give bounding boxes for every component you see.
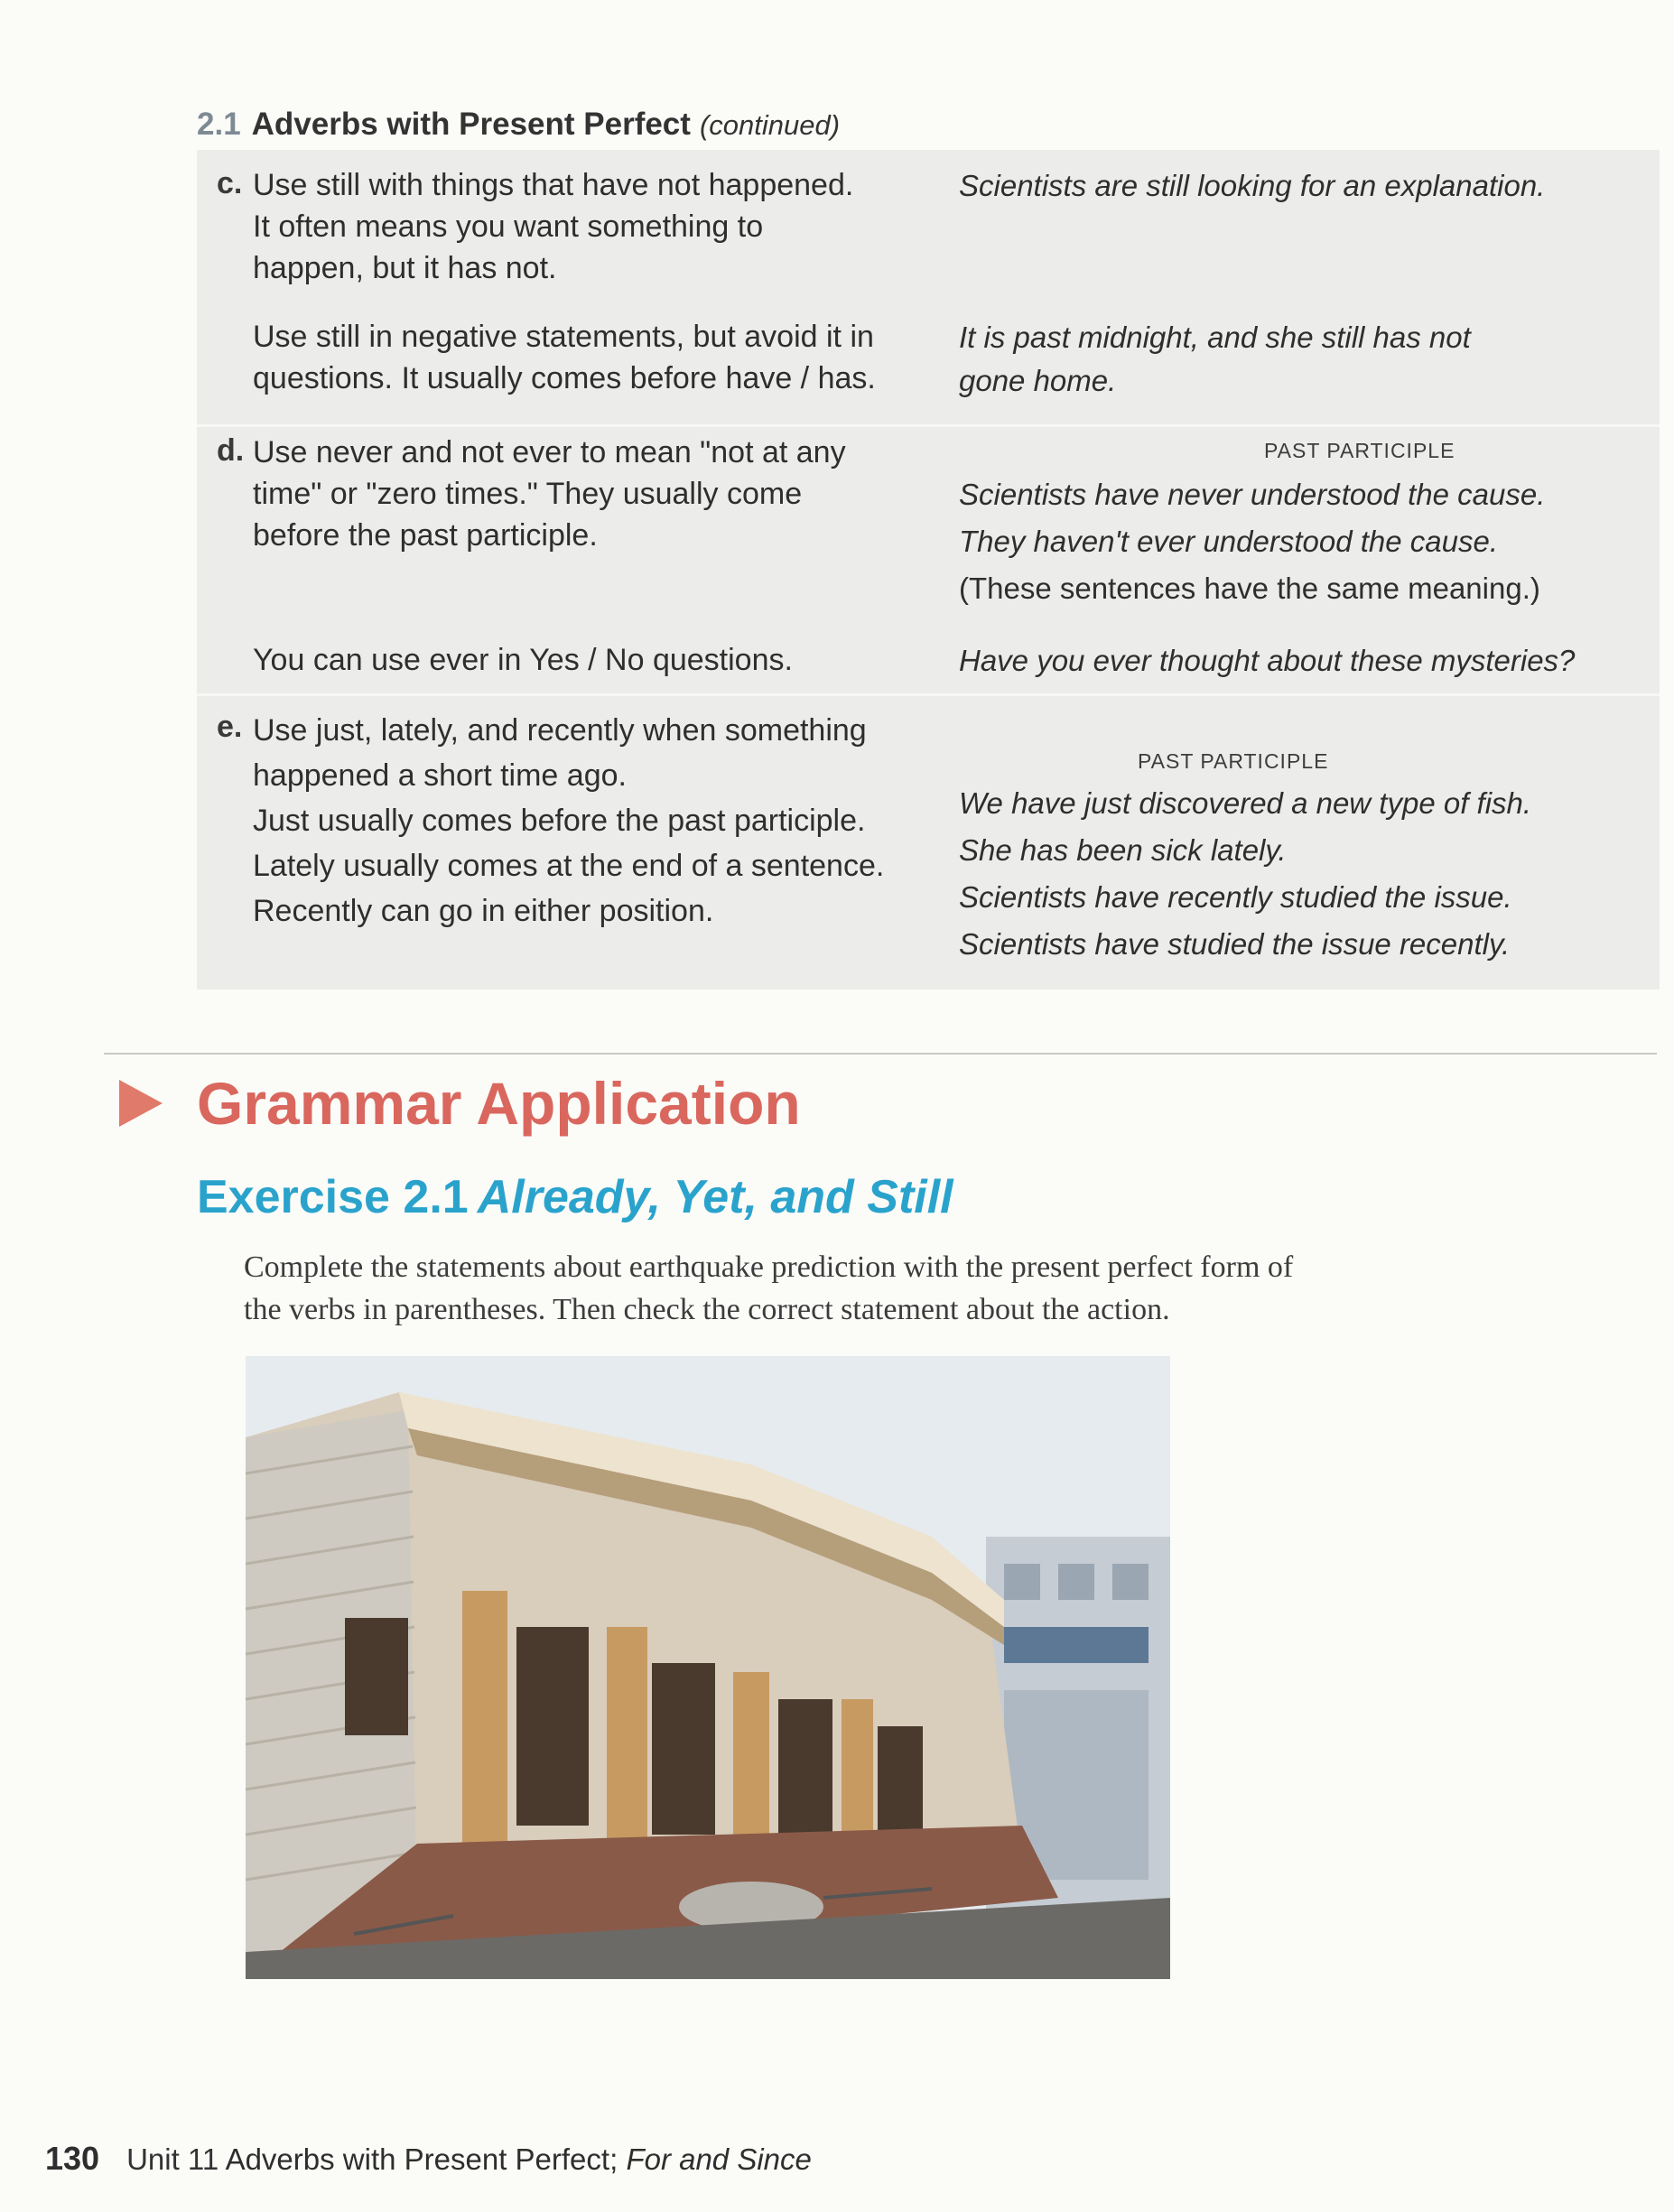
exercise-instructions — [244, 1246, 1562, 1331]
footer-title-italic: For and Since — [626, 2142, 812, 2176]
explanation-line: Recently can go in either position. — [253, 894, 714, 928]
instruction-line: the verbs in parentheses. Then check the correct statement about the action. — [244, 1293, 1170, 1326]
section-heading — [197, 107, 840, 143]
section-divider — [104, 1053, 1657, 1055]
explanation-line: happen, but it has not. — [253, 251, 557, 285]
example-line: Scientists have never understood the cause. — [959, 478, 1546, 511]
unit-label: Unit 11 — [126, 2142, 219, 2176]
past-participle-label-d: PAST PARTICIPLE — [1264, 439, 1455, 462]
instruction-line: Complete the statements about earthquake prediction with the present perfect form of — [244, 1250, 1294, 1284]
row-label-c: c. — [217, 166, 243, 200]
explanation-line: before the past participle. — [253, 518, 598, 553]
example-line: gone home. — [959, 364, 1117, 397]
example-line: We have just discovered a new type of fish. — [959, 786, 1532, 820]
example-line: She has been sick lately. — [959, 833, 1287, 867]
example-line: Scientists have recently studied the issue. — [959, 880, 1512, 914]
exercise-title — [197, 1170, 953, 1224]
row-separator — [197, 424, 1660, 427]
explanation-line: You can use ever in Yes / No questions. — [253, 643, 793, 677]
example-line: They haven't ever understood the cause. — [959, 525, 1499, 558]
page-number: 130 — [45, 2140, 100, 2177]
explanation-line: Just usually comes before the past participle. — [253, 804, 866, 838]
example-c2 — [959, 316, 1654, 403]
page-footer — [45, 2140, 812, 2178]
grammar-chart — [197, 150, 1660, 990]
example-e — [959, 780, 1654, 968]
row-label-d: d. — [217, 433, 245, 468]
example-note: (These sentences have the same meaning.) — [959, 572, 1540, 605]
footer-title: Adverbs with Present Perfect; — [225, 2142, 618, 2176]
grammar-application-heading: Grammar Application — [197, 1070, 801, 1137]
explanation-line: Use never and not ever to mean "not at any — [253, 435, 846, 469]
example-d — [959, 471, 1654, 612]
example-line: Scientists are still looking for an explanation. — [959, 169, 1546, 202]
explanation-line: Use still with things that have not happened. — [253, 168, 854, 202]
explanation-line: questions. It usually comes before have / has. — [253, 361, 876, 395]
example-line: It is past midnight, and she still has not — [959, 321, 1471, 354]
exercise-subtitle: Already, Yet, and Still — [477, 1171, 953, 1223]
section-number: 2.1 — [197, 107, 241, 142]
explanation-line: Use just, lately, and recently when something — [253, 713, 867, 748]
example-d2 — [959, 639, 1654, 683]
collapsed-building-image — [246, 1356, 1170, 1979]
row-label-e: e. — [217, 710, 243, 744]
explanation-line: Lately usually comes at the end of a sentence. — [253, 849, 885, 883]
earthquake-photo — [246, 1356, 1170, 1979]
example-c — [959, 164, 1654, 208]
example-line: Scientists have studied the issue recently. — [959, 927, 1511, 961]
explanation-line: Use still in negative statements, but avoid it in — [253, 320, 874, 354]
exercise-number: Exercise 2.1 — [197, 1171, 469, 1223]
section-continued: (continued) — [699, 109, 841, 141]
past-participle-label-e: PAST PARTICIPLE — [1138, 749, 1329, 773]
explanation-line: happened a short time ago. — [253, 758, 627, 793]
explanation-line: time" or "zero times." They usually come — [253, 477, 803, 511]
explanation-line: It often means you want something to — [253, 209, 764, 244]
example-line: Have you ever thought about these mysteries? — [959, 644, 1576, 677]
row-separator — [197, 693, 1660, 696]
play-arrow-icon — [119, 1080, 163, 1127]
section-title: Adverbs with Present Perfect — [251, 107, 691, 142]
